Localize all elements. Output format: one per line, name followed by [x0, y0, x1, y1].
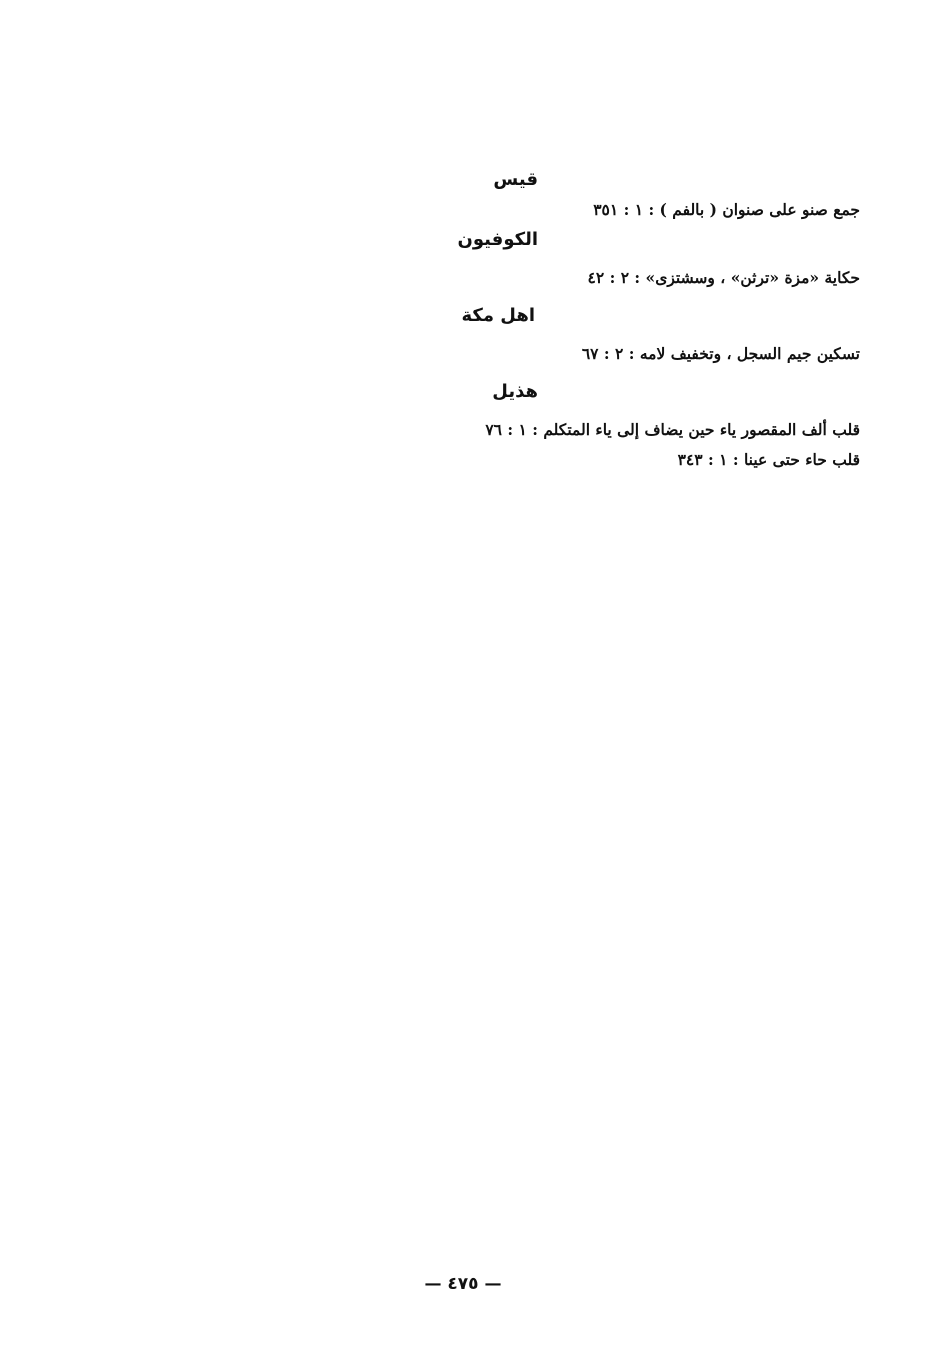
entry-qays-1: جمع صنو على صنوان ( بالفم ) : ١ : ٣٥١	[593, 200, 860, 219]
entry-hudhayl-1: قلب ألف المقصور ياء حين يضاف إلى ياء المتكلم : ١ : ٧٦	[485, 420, 860, 439]
entry-hudhayl-2: قلب حاء حتى عينا : ١ : ٣٤٣	[677, 450, 860, 469]
index-entries	[455, 165, 860, 475]
entry-ahl-makka-1: تسكين جيم السجل ، وتخفيف لامه : ٢ : ٦٧	[581, 344, 860, 363]
section-heading-kufiyyun: الكوفيون	[457, 229, 538, 250]
entry-kufiyyun-1: حكاية «مزة «ترثن» ، وسشتزى» : ٢ : ٤٢	[587, 268, 860, 287]
section-heading-hudhayl: هذيل	[492, 381, 538, 402]
section-heading-ahl-makka: اهل مكة	[461, 305, 535, 326]
section-heading-qays: قيس	[493, 169, 538, 190]
page-number: — ٤٧٥ —	[424, 1274, 502, 1294]
